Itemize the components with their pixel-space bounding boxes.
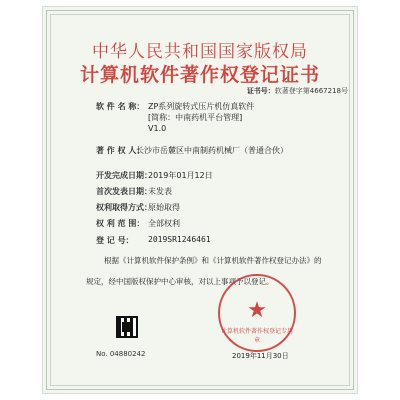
first-publication-date-label: 首次发表日期： [96, 187, 152, 196]
dev-completion-date-row [96, 170, 213, 181]
certificate-number [247, 86, 348, 96]
rights-acquisition-row [96, 202, 180, 213]
software-short-name-line: [简称：中南药机平台管理] [148, 113, 243, 122]
certificate-number-label: 证书号： [246, 87, 275, 95]
registration-number-label: 登 记 号： [96, 236, 134, 245]
rights-scope-row [96, 218, 180, 229]
software-name-row [96, 101, 255, 133]
dev-completion-date-value: 2019年01月12日 [148, 171, 213, 180]
software-name-label: 软 件 名 称： [96, 102, 145, 111]
rights-scope-label: 权 利 范 围： [96, 219, 145, 228]
software-name-value [148, 101, 254, 134]
first-publication-date-value: 未发表 [148, 187, 172, 196]
statement-line-2: 规定，经中国版权保护中心审核，对以上事项予以登记。 [86, 277, 274, 286]
certificate-title: 计算机软件著作权登记证书 [79, 64, 320, 86]
issue-date: 2019年11月30日 [232, 352, 289, 360]
statement-line-1: 根据《计算机软件保护条例》和《计算机软件著作权登记办法》的 [104, 256, 322, 265]
rights-acquisition-label: 权利取得方式： [96, 203, 152, 212]
issuing-authority-title: 中华人民共和国国家版权局 [92, 42, 308, 62]
qr-code-icon [116, 316, 138, 338]
software-name-line: ZP系列旋转式压片机仿真软件 [148, 102, 255, 111]
copyright-owner-value: 长沙市岳麓区中南制药机械厂（普通合伙） [136, 146, 288, 155]
document-number: No. 04880242 [96, 350, 146, 358]
rights-scope-value: 全部权利 [148, 219, 180, 228]
registration-number-row [96, 235, 211, 246]
dev-completion-date-label: 开发完成日期： [96, 171, 152, 180]
certificate-number-value: 软著登字第4667218号 [274, 87, 348, 95]
seal-text: 计算机软件著作权登记专用章 [220, 328, 293, 344]
rights-acquisition-value: 原始取得 [148, 203, 180, 212]
copyright-owner-label: 著 作 权 人： [96, 146, 145, 155]
copyright-owner-row [96, 145, 288, 156]
official-seal [218, 274, 296, 352]
seal-star-icon: ★ [247, 298, 267, 323]
first-publication-date-row [96, 186, 172, 197]
software-version-line: V1.0 [148, 124, 167, 133]
registration-number-value: 2019SR1246461 [148, 235, 211, 244]
